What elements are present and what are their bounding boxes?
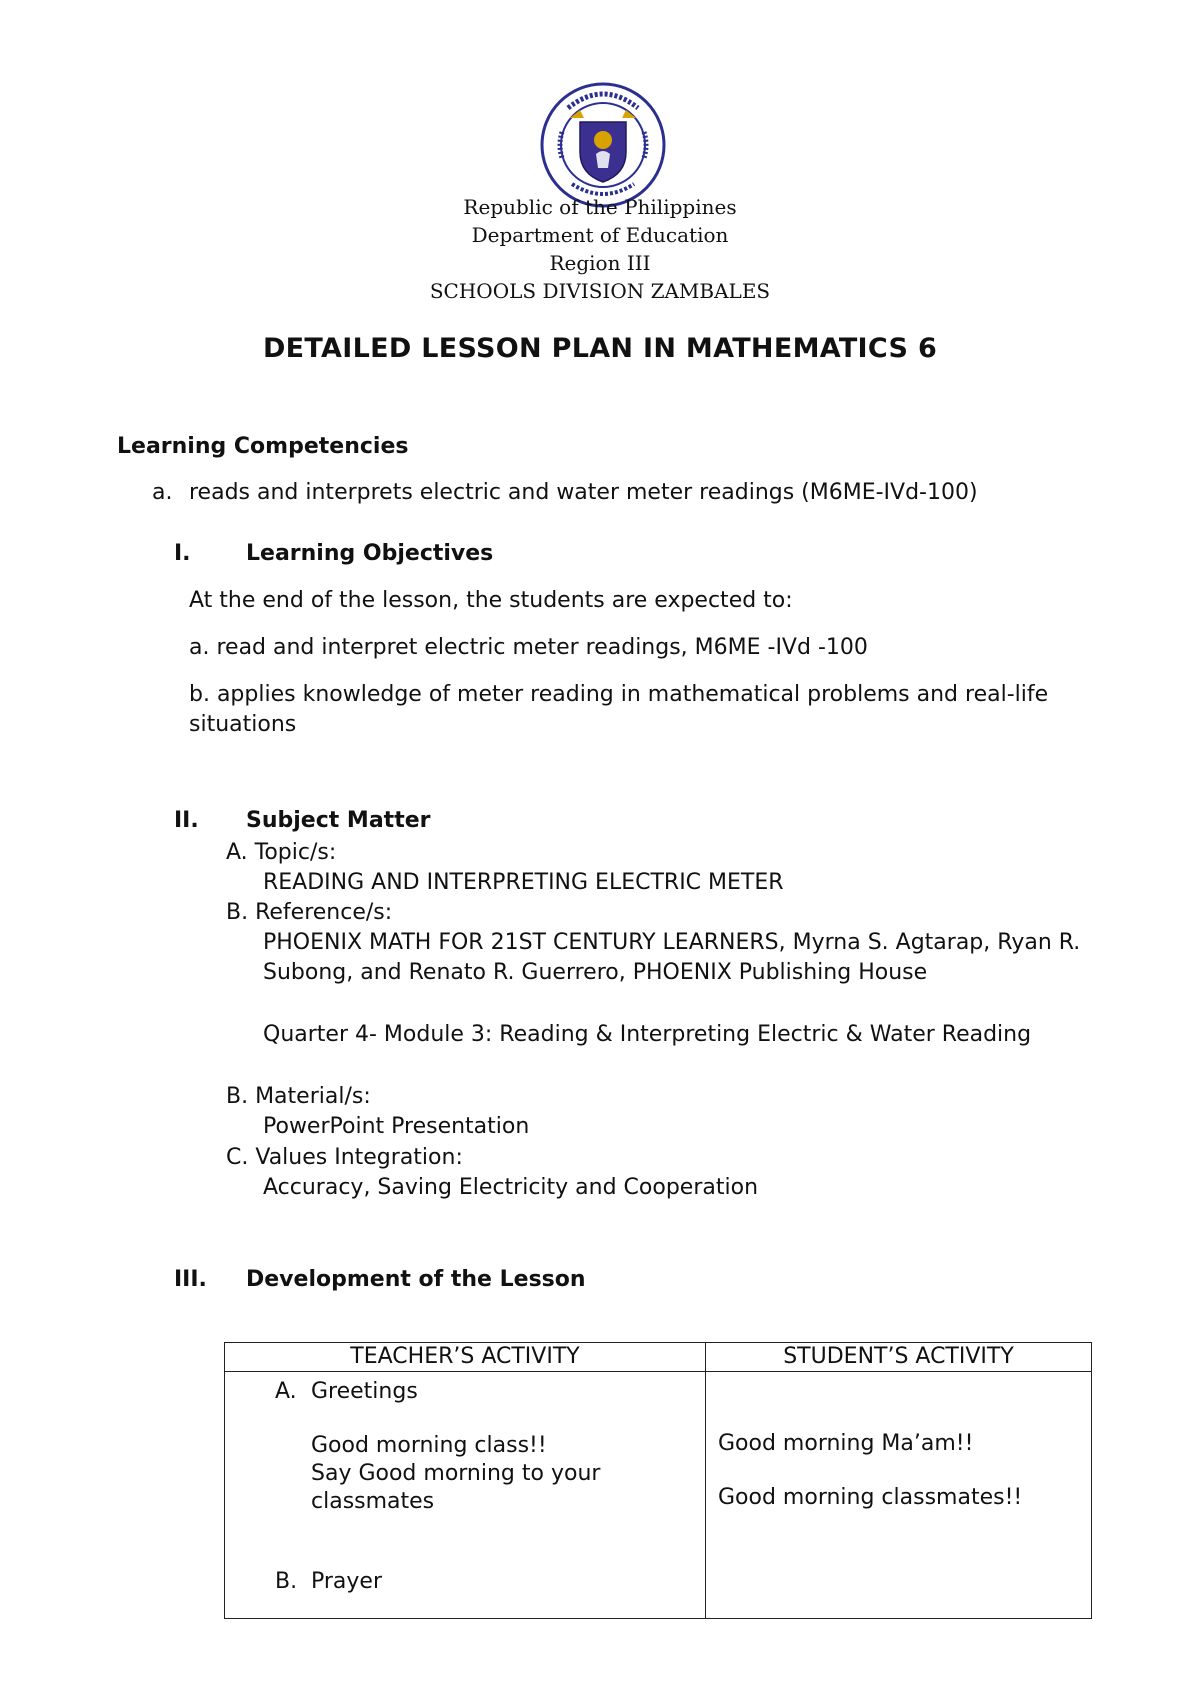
- student-activity-cell: [706, 1372, 1092, 1619]
- objectives-heading: Learning Objectives: [246, 541, 494, 566]
- section-numeral-2: II.: [174, 808, 199, 833]
- greetings-marker: A.: [275, 1379, 297, 1404]
- competency-marker: a.: [152, 480, 173, 505]
- subject-matter-heading: Subject Matter: [246, 808, 431, 833]
- header-region: Region III: [549, 251, 651, 275]
- values-label: C. Values Integration:: [226, 1145, 463, 1170]
- values-value: Accuracy, Saving Electricity and Cooperation: [263, 1175, 759, 1200]
- prayer-label: Prayer: [311, 1569, 383, 1594]
- reference-module: Quarter 4- Module 3: Reading & Interpreting Electric & Water Reading: [263, 1022, 1032, 1047]
- student-activity-header: STUDENT’S ACTIVITY: [706, 1343, 1092, 1372]
- teacher-line: Say Good morning to your: [311, 1461, 601, 1486]
- header-department: Department of Education: [471, 223, 729, 247]
- reference-label: B. Reference/s:: [226, 900, 393, 925]
- teacher-activity-header: TEACHER’S ACTIVITY: [225, 1343, 706, 1372]
- reference-book: PHOENIX MATH FOR 21ST CENTURY LEARNERS, Myrna S. Agtarap, Ryan R. Subong, and Renato R. Guerrero, PHOENIX Publishing House: [263, 930, 1081, 985]
- deped-seal-icon: [540, 82, 666, 208]
- competency-item: reads and interprets electric and water meter readings (M6ME-IVd-100): [189, 480, 978, 505]
- teacher-line: classmates: [311, 1489, 435, 1514]
- prayer-marker: B.: [275, 1569, 298, 1594]
- header-division: SCHOOLS DIVISION ZAMBALES: [429, 279, 771, 303]
- teacher-line: Good morning class!!: [311, 1433, 547, 1458]
- materials-label: B. Material/s:: [226, 1084, 371, 1109]
- section-numeral-1: I.: [174, 541, 191, 566]
- teacher-activity-cell: [225, 1372, 706, 1619]
- activity-table: [224, 1342, 1092, 1619]
- materials-value: PowerPoint Presentation: [263, 1114, 530, 1139]
- page-title: DETAILED LESSON PLAN IN MATHEMATICS 6: [262, 333, 938, 364]
- header-republic: Republic of the Philippines: [463, 195, 737, 219]
- student-line: Good morning classmates!!: [718, 1485, 1023, 1510]
- greetings-label: Greetings: [311, 1379, 418, 1404]
- competencies-heading: Learning Competencies: [117, 434, 409, 459]
- topic-label: A. Topic/s:: [226, 840, 337, 865]
- section-numeral-3: III.: [174, 1267, 207, 1292]
- student-line: Good morning Ma’am!!: [718, 1431, 974, 1456]
- objectives-intro: At the end of the lesson, the students are expected to:: [189, 588, 793, 613]
- topic-value: READING AND INTERPRETING ELECTRIC METER: [263, 870, 784, 895]
- objective-item: b. applies knowledge of meter reading in mathematical problems and real-life situations: [189, 682, 1049, 737]
- objective-item: a. read and interpret electric meter readings, M6ME -IVd -100: [189, 635, 868, 660]
- development-heading: Development of the Lesson: [246, 1267, 586, 1292]
